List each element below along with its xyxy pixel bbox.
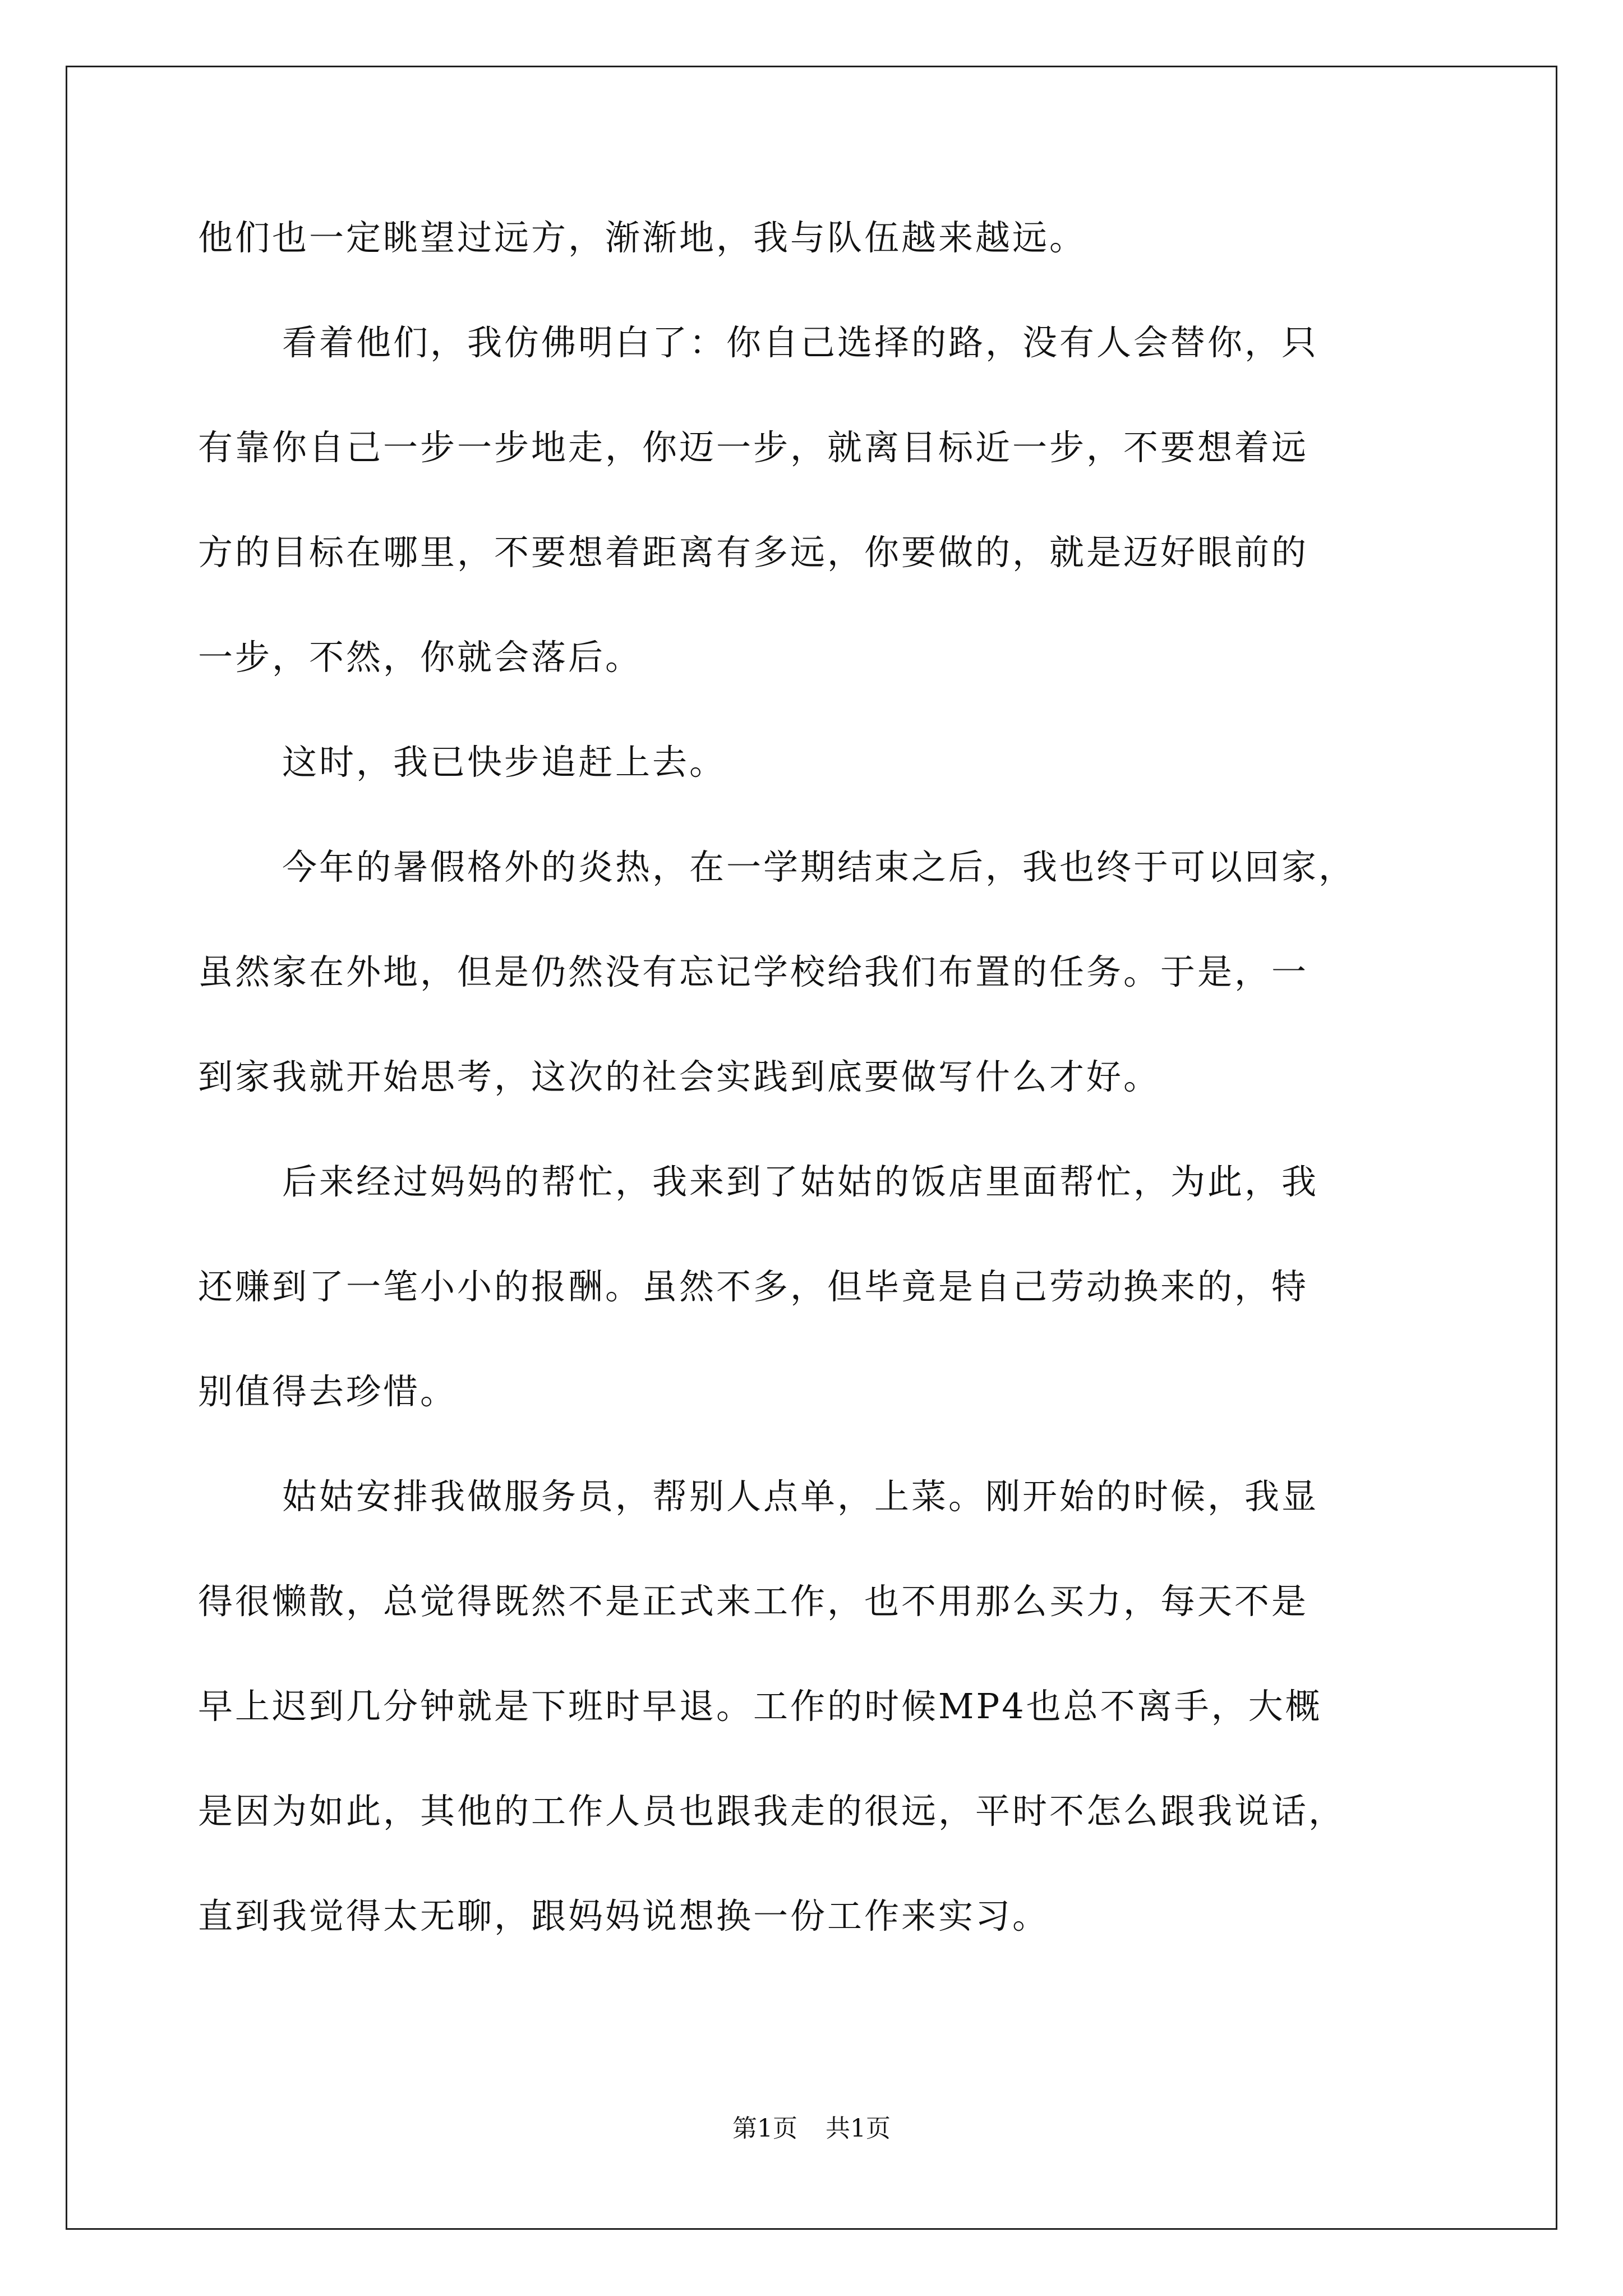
text-line: 到家我就开始思考，这次的社会实践到底要做写什么才好。 [198, 1056, 1161, 1097]
text-line: 看着他们，我仿佛明白了：你自己选择的路，没有人会替你，只 [282, 322, 1319, 363]
text-line: 今年的暑假格外的炎热，在一学期结束之后，我也终于可以回家， [282, 846, 1356, 887]
text-line: 有靠你自己一步一步地走，你迈一步，就离目标近一步，不要想着远 [198, 427, 1309, 468]
text-line: 早上迟到几分钟就是下班时早退。工作的时候MP4也总不离手，大概 [198, 1686, 1322, 1727]
text-line: 姑姑安排我做服务员，帮别人点单，上菜。刚开始的时候，我显 [282, 1476, 1319, 1517]
text-line: 别值得去珍惜。 [198, 1371, 458, 1412]
page-number: 第1页 [732, 2114, 797, 2143]
document-body [198, 210, 1432, 1993]
text-line: 一步，不然，你就会落后。 [198, 637, 643, 678]
text-line: 他们也一定眺望过远方，渐渐地，我与队伍越来越远。 [198, 217, 1087, 258]
text-line: 虽然家在外地，但是仍然没有忘记学校给我们布置的任务。于是，一 [198, 951, 1309, 992]
page-total: 共1页 [826, 2114, 891, 2143]
text-line: 这时，我已快步追赶上去。 [282, 742, 727, 783]
text-line: 得很懒散，总觉得既然不是正式来工作，也不用那么买力，每天不是 [198, 1581, 1309, 1622]
text-line: 是因为如此，其他的工作人员也跟我走的很远，平时不怎么跟我说话， [198, 1791, 1346, 1832]
page-footer [0, 2112, 1623, 2146]
text-line: 方的目标在哪里，不要想着距离有多远，你要做的，就是迈好眼前的 [198, 532, 1309, 573]
text-line: 直到我觉得太无聊，跟妈妈说想换一份工作来实习。 [198, 1895, 1050, 1936]
text-line: 还赚到了一笔小小的报酬。虽然不多，但毕竟是自己劳动换来的，特 [198, 1266, 1309, 1307]
text-line: 后来经过妈妈的帮忙，我来到了姑姑的饭店里面帮忙，为此，我 [282, 1161, 1319, 1202]
